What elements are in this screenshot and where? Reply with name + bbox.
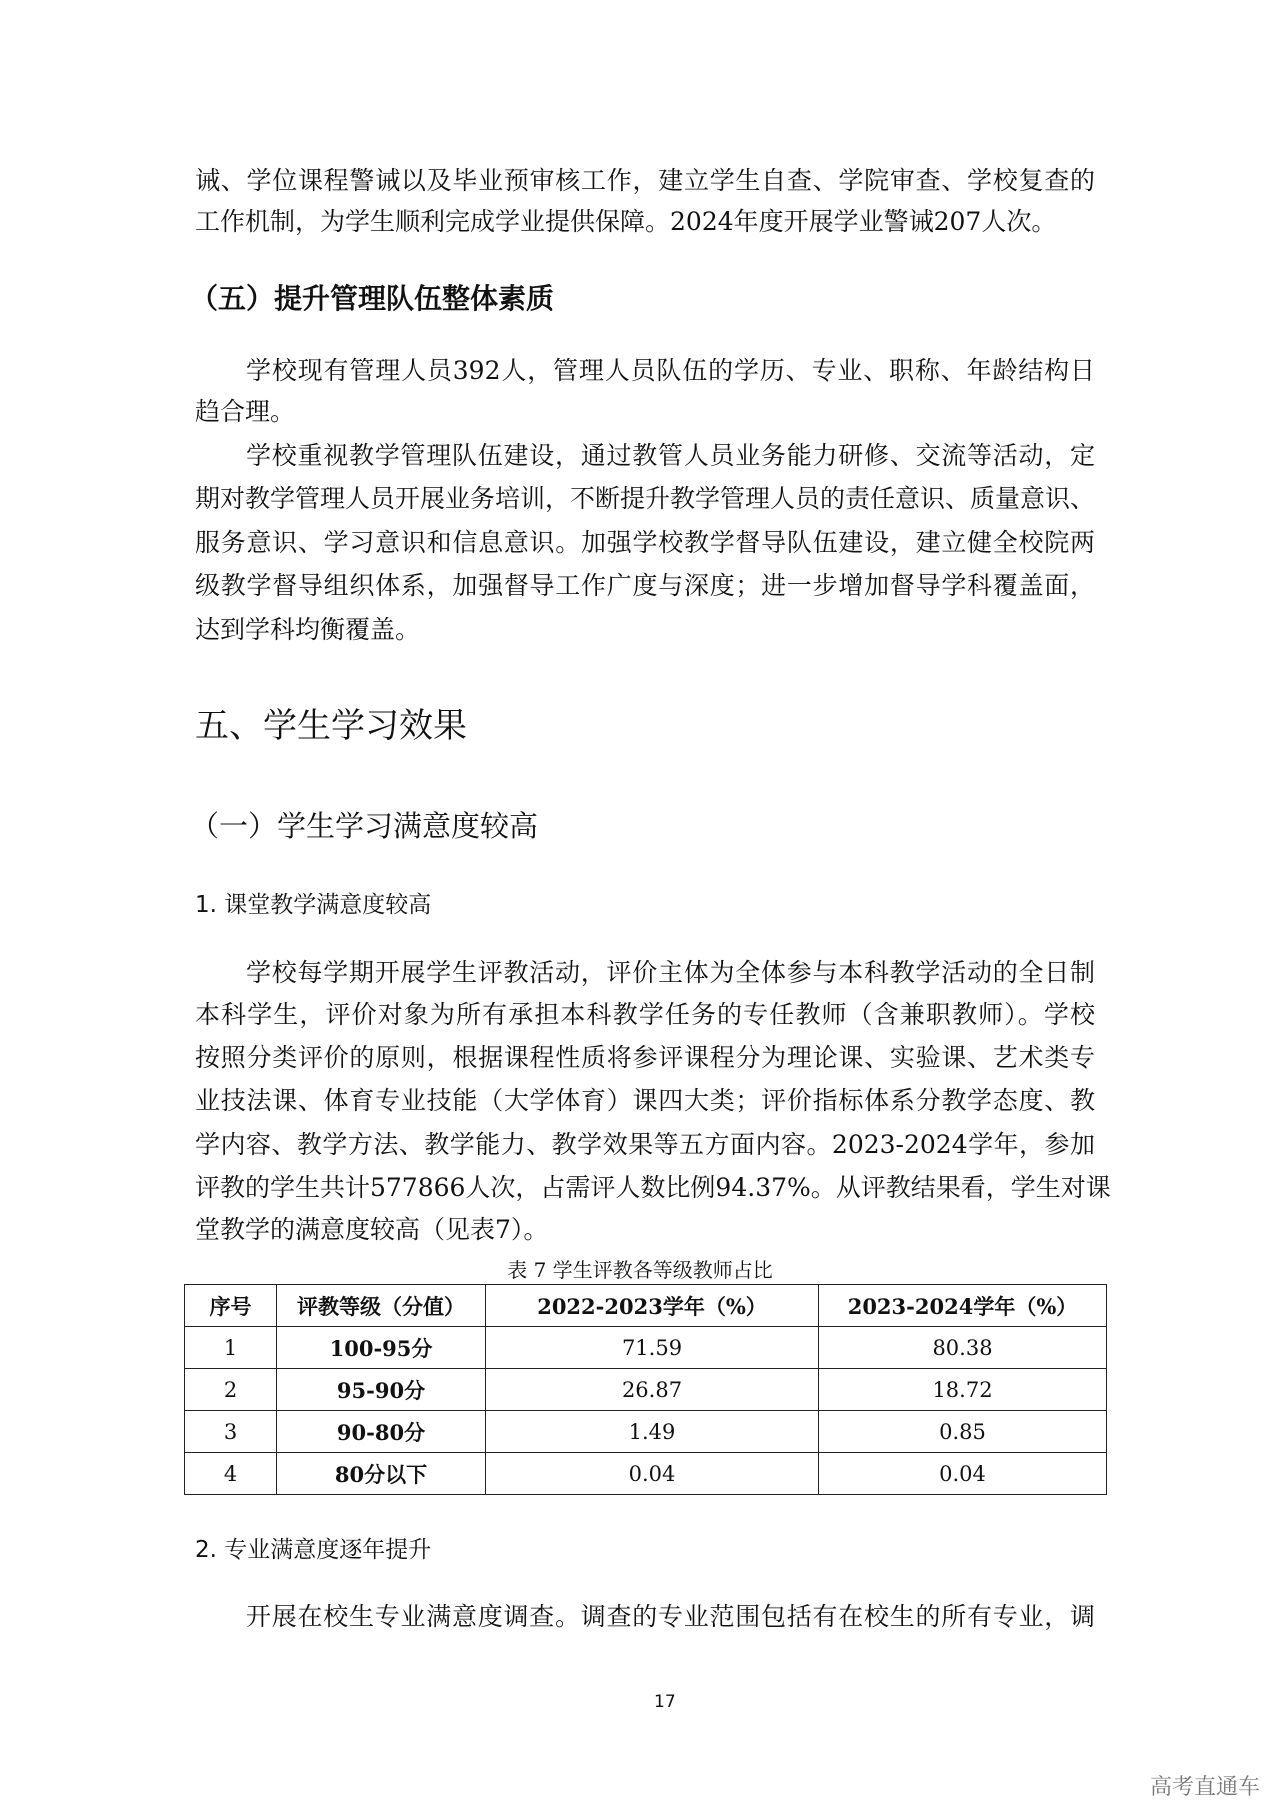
header-cell: 2022-2023学年（%） [486, 1285, 819, 1327]
cell: 71.59 [486, 1327, 819, 1369]
cell: 1.49 [486, 1411, 819, 1453]
paragraph-line: 学内容、教学方法、教学能力、教学效果等五方面内容。2023-2024学年，参加 [195, 1130, 1095, 1159]
paragraph-line: 学校每学期开展学生评教活动，评价主体为全体参与本科教学活动的全日制 [246, 958, 1095, 987]
paragraph-line: 趋合理。 [195, 397, 296, 426]
page-number: 17 [654, 1692, 676, 1712]
cell: 100-95分 [277, 1327, 486, 1369]
paragraph-line: 服务意识、学习意识和信息意识。加强学校教学督导队伍建设，建立健全校院两 [195, 528, 1095, 557]
paragraph-line: 诫、学位课程警诫以及毕业预审核工作，建立学生自查、学院审查、学校复查的 [195, 166, 1095, 195]
table-row [185, 1369, 1107, 1411]
table-header-row [185, 1285, 1107, 1327]
paragraph-line: 评教的学生共计577866人次，占需评人数比例94.37%。从评教结果看，学生对课 [195, 1173, 1111, 1202]
header-cell: 序号 [185, 1285, 277, 1327]
subsection-heading: 2. 专业满意度逐年提升 [195, 1537, 432, 1563]
grade-table [184, 1284, 1107, 1495]
paragraph-line: 本科学生，评价对象为所有承担本科教学任务的专任教师（含兼职教师）。学校 [195, 1000, 1095, 1029]
section-heading: （一）学生学习满意度较高 [190, 809, 539, 843]
cell: 1 [185, 1327, 277, 1369]
paragraph-line: 业技法课、体育专业技能（大学体育）课四大类；评价指标体系分教学态度、教 [195, 1086, 1095, 1115]
cell: 26.87 [486, 1369, 819, 1411]
paragraph-line: 期对教学管理人员开展业务培训，不断提升教学管理人员的责任意识、质量意识、 [195, 484, 1096, 513]
paragraph-line: 学校现有管理人员392人，管理人员队伍的学历、专业、职称、年龄结构日 [246, 356, 1095, 385]
table-caption: 表 7 学生评教各等级教师占比 [507, 1258, 773, 1282]
cell: 18.72 [819, 1369, 1107, 1411]
paragraph-line: 开展在校生专业满意度调查。调查的专业范围包括有在校生的所有专业，调 [246, 1602, 1095, 1631]
watermark: 高考直通车 [1150, 1775, 1261, 1800]
section-heading: （五）提升管理队伍整体素质 [190, 282, 555, 315]
paragraph-line: 工作机制，为学生顺利完成学业提供保障。2024年度开展学业警诫207人次。 [195, 207, 1057, 236]
chapter-heading: 五、学生学习效果 [195, 706, 467, 746]
subsection-heading: 1. 课堂教学满意度较高 [195, 892, 432, 918]
cell: 0.04 [486, 1453, 819, 1495]
cell: 90-80分 [277, 1411, 486, 1453]
table-row [185, 1411, 1107, 1453]
cell: 3 [185, 1411, 277, 1453]
cell: 4 [185, 1453, 277, 1495]
paragraph-line: 学校重视教学管理队伍建设，通过教管人员业务能力研修、交流等活动，定 [246, 441, 1095, 470]
paragraph-line: 达到学科均衡覆盖。 [195, 615, 421, 644]
table-row [185, 1327, 1107, 1369]
cell: 95-90分 [277, 1369, 486, 1411]
header-cell: 2023-2024学年（%） [819, 1285, 1107, 1327]
table-row [185, 1453, 1107, 1495]
cell: 80分以下 [277, 1453, 486, 1495]
paragraph-line: 堂教学的满意度较高（见表7）。 [195, 1215, 549, 1244]
cell: 0.04 [819, 1453, 1107, 1495]
cell: 2 [185, 1369, 277, 1411]
cell: 80.38 [819, 1327, 1107, 1369]
cell: 0.85 [819, 1411, 1107, 1453]
header-cell: 评教等级（分值） [277, 1285, 486, 1327]
paragraph-line: 级教学督导组织体系，加强督导工作广度与深度；进一步增加督导学科覆盖面， [195, 571, 1095, 600]
paragraph-line: 按照分类评价的原则，根据课程性质将参评课程分为理论课、实验课、艺术类专 [195, 1043, 1095, 1072]
